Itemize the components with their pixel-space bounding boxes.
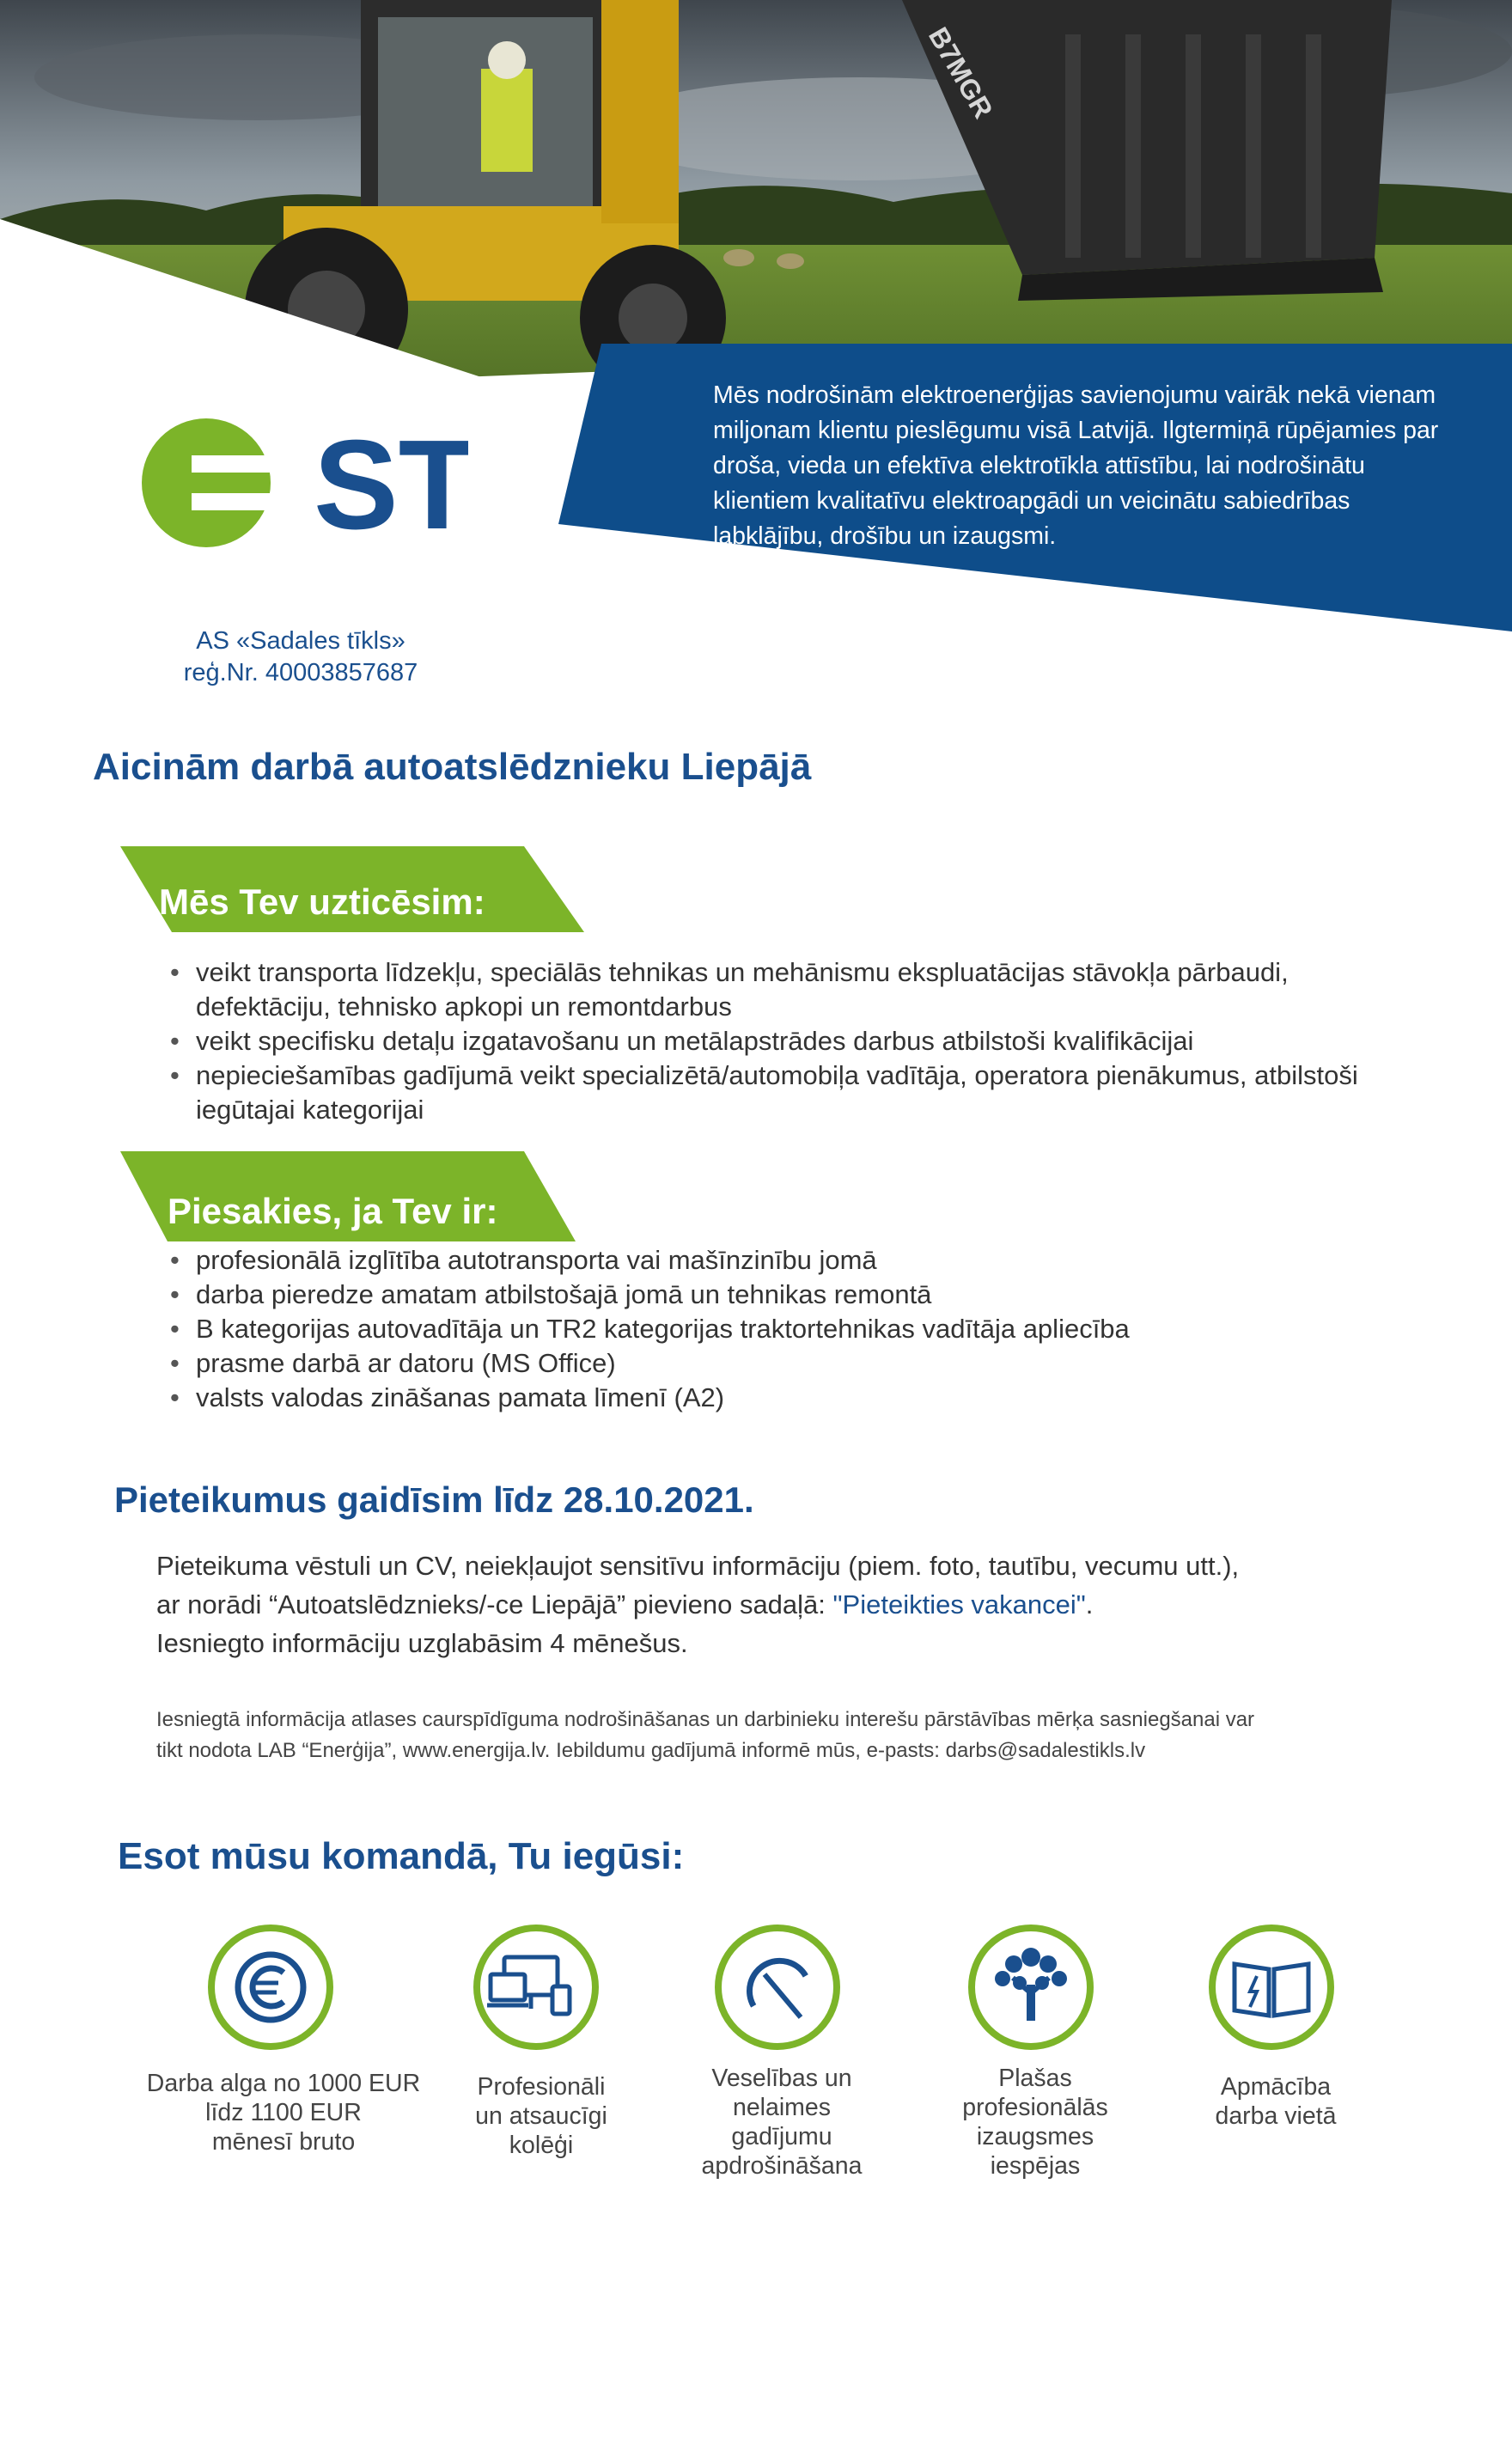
benefit-label-line: Profesionāli [477,2073,606,2101]
list-item-text: iegūtajai kategorijai [196,1095,424,1125]
section-heading: Piesakies, ja Tev ir: [168,1191,498,1231]
benefit-label-line: gadījumu [731,2123,832,2150]
list-item-text: • prasme darbā ar datoru (MS Office) [196,1348,616,1378]
list-item-text: • veikt specifisku detaļu izgatavošanu un metālapstrādes darbus atbilstoši kvalifikācijai [196,1026,1194,1056]
computer-icon [473,1925,599,2050]
benefit-label-line: apdrošināšana [701,2152,863,2180]
logo-mark [142,412,468,558]
list-item [163,955,1435,1024]
benefit-label-line: līdz 1100 EUR [205,2099,362,2126]
application-deadline: Pieteikumus gaidīsim līdz 28.10.2021. [114,1479,754,1520]
section-ribbon-apply [120,1151,576,1231]
benefits-title: Esot mūsu komandā, Tu iegūsi: [118,1835,685,1877]
list-item [163,1243,1435,1278]
benefit-label-line: Plašas [998,2065,1072,2092]
intro-line: labklājību, drošību un izaugsmi. [713,522,1057,550]
page-title: Aicinām darbā autoatslēdznieku Liepājā [93,746,812,788]
benefit-label [129,2069,438,2156]
company-info [137,625,464,689]
list-item-text: • veikt transporta līdzekļu, speciālās tehnikas un mehānismu ekspluatācijas stāvokļa pārbaudi, [196,957,1289,987]
benefit-label-line: mēnesī bruto [211,2128,356,2156]
list-item [163,1346,1435,1381]
apply-line-text: ar norādi “Autoatslēdznieks/-ce Liepājā” pievieno sadaļā: [156,1589,833,1620]
list-item-text: • nepieciešamības gadījumā veikt specializētā/automobiļa vadītāja, operatora pienākumus, atbilstoši [196,1060,1358,1090]
benefit-label-line: darba vietā [1215,2102,1337,2130]
company-reg: reģ.Nr. 40003857687 [183,659,418,686]
list-item [163,1278,1435,1312]
benefit-label-line: kolēģi [509,2132,574,2159]
privacy-line: Iesniegtā informācija atlases caurspīdīguma nodrošināšanas un darbinieku interešu pārstāvības mērķa sasniegšanai var [156,1708,1255,1731]
bucket-lettering: B7MGR [922,21,999,124]
intro-text [713,378,1469,554]
logo-text: ST [314,414,468,556]
apply-line [156,1585,1445,1624]
benefit-label-line: un atsaucīgi [475,2102,607,2130]
benefit-label [941,2064,1130,2181]
apply-link[interactable]: "Pieteikties vakancei" [832,1589,1086,1620]
intro-line: droša, vieda un efektīva elektrotīkla attīstību, lai nodrošinātu [713,452,1365,479]
benefit-label-line: izaugsmes [976,2123,1094,2150]
benefit-label [1181,2072,1370,2131]
apply-line-text: . [1085,1589,1094,1620]
benefit-label-line: Darba alga no 1000 EUR [146,2070,421,2097]
benefit-label-line: Apmācība [1220,2073,1332,2101]
list-item-text: • darba pieredze amatam atbilstošajā jomā un tehnikas remontā [196,1279,932,1309]
apply-line: Pieteikuma vēstuli un CV, neiekļaujot sensitīvu informāciju (piem. foto, tautību, vecumu utt.), [156,1551,1240,1581]
company-name: AS «Sadales tīkls» [196,627,405,655]
list-item-text: • profesionālā izglītība autotransporta vai mašīnzinību jomā [196,1245,877,1275]
section-ribbon-trust [120,846,584,920]
benefit-label-line: profesionālās [962,2094,1108,2121]
apply-line: Iesniegto informāciju uzglabāsim 4 mēnešus. [156,1628,688,1658]
list-item-text: • valsts valodas zināšanas pamata līmenī (A2) [196,1382,725,1412]
benefit-label-line: nelaimes [732,2094,832,2121]
list-item-text: defektāciju, tehnisko apkopi un remontdarbus [196,991,732,1022]
benefit-label [679,2064,885,2181]
list-item [163,1381,1435,1415]
euro-icon [208,1925,333,2050]
intro-line: miljonam klientu pieslēgumu visā Latvijā. Ilgtermiņā rūpējamies par [713,417,1439,444]
benefit-label [447,2072,636,2160]
list-item [163,1312,1435,1346]
list-item [163,1058,1435,1127]
benefit-label-line: iespējas [990,2152,1081,2180]
umbrella-icon [715,1925,840,2050]
benefit-label-line: Veselības un [711,2065,852,2092]
duties-list [163,955,1435,1127]
tree-icon [968,1925,1094,2050]
list-item-text: • B kategorijas autovadītāja un TR2 kategorijas traktortehnikas vadītāja apliecība [196,1314,1130,1344]
intro-line: klientiem kvalitatīvu elektroapgādi un veicinātu sabiedrības [713,487,1350,515]
section-heading: Mēs Tev uzticēsim: [159,881,485,922]
privacy-line: tikt nodota LAB “Enerģija”, www.energija.lv. Iebildumu gadījumā informē mūs, e-pasts: darbs@sadalestikls.lv [156,1739,1146,1762]
apply-instructions [156,1546,1445,1662]
company-logo [142,412,468,558]
book-icon [1209,1925,1334,2050]
privacy-notice [156,1705,1393,1766]
intro-line: Mēs nodrošinām elektroenerģijas savienojumu vairāk nekā vienam [713,381,1436,409]
list-item [163,1024,1435,1058]
requirements-list [163,1243,1435,1415]
